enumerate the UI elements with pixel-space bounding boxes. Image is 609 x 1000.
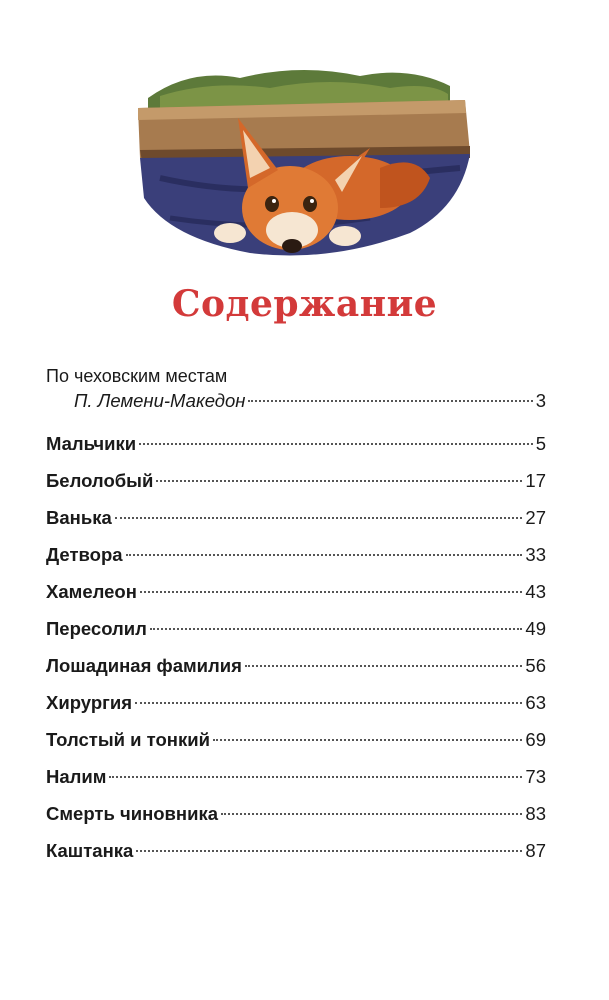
page-number: 5 — [535, 433, 546, 454]
page-number: 87 — [525, 840, 546, 861]
page-number: 3 — [535, 390, 546, 411]
page-number: 43 — [525, 581, 546, 602]
toc-entry[interactable] — [46, 795, 546, 832]
entry-title: Хамелеон — [46, 581, 137, 602]
entry-title: Белолобый — [46, 470, 154, 491]
dot-leader — [248, 400, 532, 402]
dot-leader — [139, 443, 533, 445]
dot-leader — [150, 628, 522, 630]
entry-title: Толстый и тонкий — [46, 729, 210, 750]
toc-entry[interactable] — [46, 758, 546, 795]
page-title: Содержание — [171, 283, 438, 325]
toc-entry[interactable] — [46, 647, 546, 684]
dot-leader — [109, 776, 522, 778]
intro-author-entry[interactable] — [46, 388, 546, 414]
toc-entry[interactable] — [46, 499, 546, 536]
dot-leader — [213, 739, 522, 741]
toc-entry[interactable] — [46, 425, 546, 462]
entry-title: Смерть чиновника — [46, 803, 219, 824]
page-number: 56 — [525, 655, 546, 676]
toc-entry[interactable] — [46, 684, 546, 721]
intro-author: П. Лемени-Македон — [74, 390, 246, 411]
toc-entry[interactable] — [46, 721, 546, 758]
dot-leader — [115, 517, 523, 519]
page-number: 49 — [525, 618, 546, 639]
dot-leader — [221, 813, 522, 815]
dot-leader — [140, 591, 523, 593]
toc-entry[interactable] — [46, 832, 546, 869]
entry-title: Ванька — [46, 507, 112, 528]
dot-leader — [156, 480, 522, 482]
entry-title: Хирургия — [46, 692, 132, 713]
dot-leader — [245, 665, 522, 667]
toc-entry[interactable] — [46, 536, 546, 573]
page-number: 63 — [525, 692, 546, 713]
page-number: 69 — [525, 729, 546, 750]
page-number: 27 — [525, 507, 546, 528]
entry-title: Мальчики — [46, 433, 137, 454]
entry-title: Каштанка — [46, 840, 134, 861]
entry-title: Налим — [46, 766, 107, 787]
entry-title: Детвора — [46, 544, 123, 565]
table-of-contents — [46, 364, 546, 869]
dot-leader — [126, 554, 523, 556]
page-number: 33 — [525, 544, 546, 565]
page-number: 83 — [525, 803, 546, 824]
page-number: 17 — [525, 470, 546, 491]
entry-title: Пересолил — [46, 618, 147, 639]
fox-illustration — [130, 58, 480, 278]
toc-entry[interactable] — [46, 462, 546, 499]
entry-title: Лошадиная фамилия — [46, 655, 242, 676]
dot-leader — [135, 702, 522, 704]
toc-entries — [46, 425, 546, 869]
toc-entry[interactable] — [46, 573, 546, 610]
toc-entry[interactable] — [46, 610, 546, 647]
page-number: 73 — [525, 766, 546, 787]
intro-title: По чеховским местам — [46, 366, 228, 386]
dot-leader — [136, 850, 522, 852]
